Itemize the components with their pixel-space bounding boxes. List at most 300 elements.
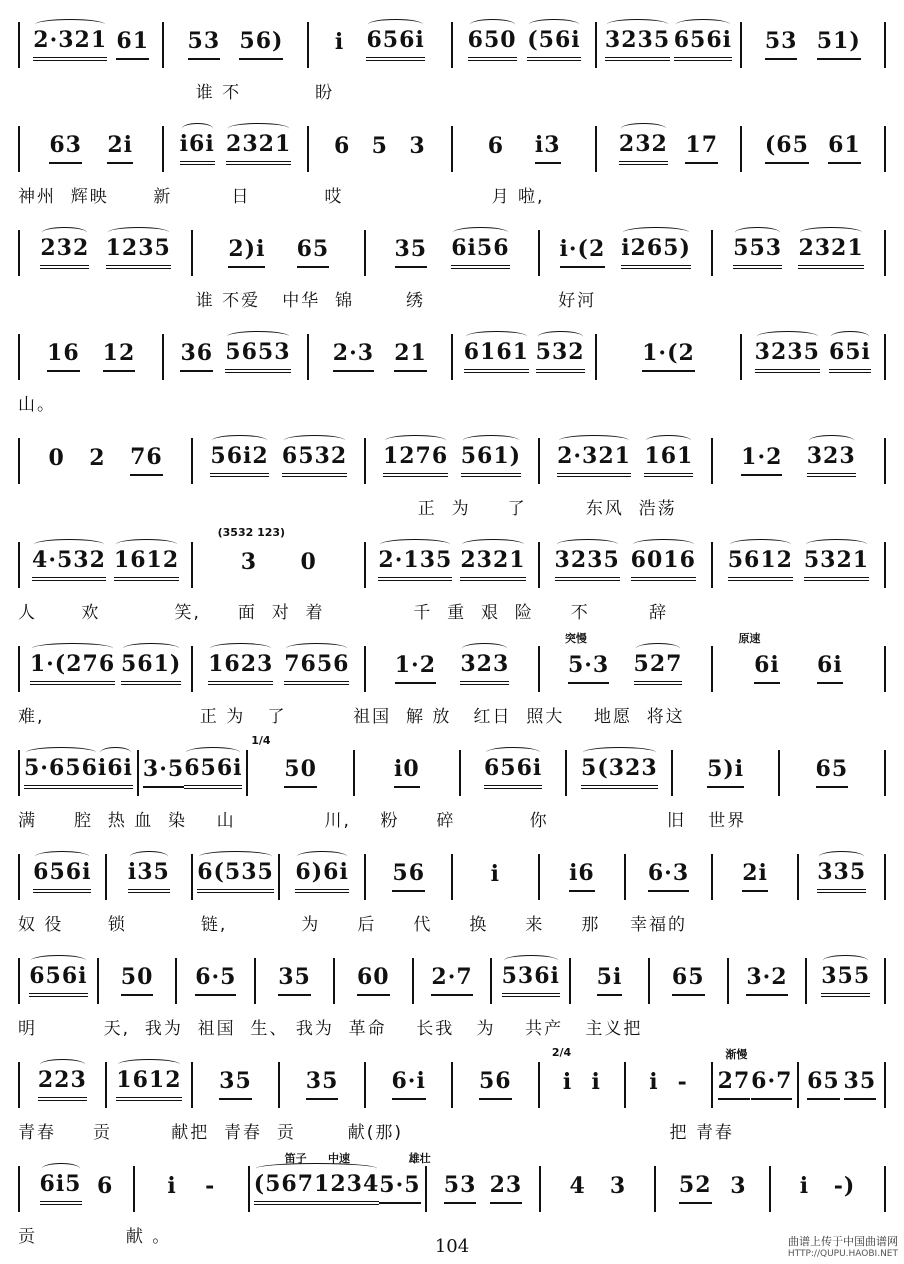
note-group: 56 <box>392 862 425 892</box>
note-group: 3·2 <box>746 966 787 996</box>
slur-mark <box>32 643 113 654</box>
note-group: 1612 <box>116 1069 181 1101</box>
slur-mark <box>730 539 791 550</box>
slur-mark <box>800 227 861 238</box>
tempo-mark: (3532 123) <box>217 526 286 539</box>
note-group: 53 <box>188 30 221 60</box>
slur-mark <box>35 851 89 862</box>
slur-mark <box>463 435 519 446</box>
measure <box>742 126 884 172</box>
measure <box>164 334 308 380</box>
note-group: i <box>334 29 345 55</box>
measure <box>193 1062 280 1108</box>
measure <box>20 230 193 276</box>
note-group: 355 <box>821 965 870 997</box>
slur-mark <box>34 539 104 550</box>
tempo-mark: 笛子 <box>284 1152 307 1165</box>
note-group: 65 <box>816 758 849 788</box>
note-group: 35 <box>306 1070 339 1100</box>
note-group: 6·3 <box>648 862 689 892</box>
slur-mark <box>368 19 422 30</box>
note-group: 6532 <box>282 445 347 477</box>
note-group: 3 <box>609 1173 627 1199</box>
note-group: 2i <box>107 134 133 164</box>
watermark-line2: HTTP://QUPU.HAOBI.NET <box>787 1248 898 1259</box>
measure <box>541 1166 656 1212</box>
note-group: 0 <box>48 445 65 471</box>
note-group: 6i <box>754 654 780 684</box>
note-group: 56i2 <box>210 445 268 477</box>
measure <box>540 438 713 484</box>
lyrics-line: 山。 <box>18 395 56 415</box>
note-group: (5671234 <box>254 1173 380 1205</box>
lyrics-line: 难, 正 为 了 祖国 解 放 红日 照大 地愿 将这 <box>18 707 685 727</box>
note-group: 6 <box>97 1173 114 1199</box>
measure <box>193 542 366 588</box>
note-group: 1235 <box>106 237 171 269</box>
note-group: 52 <box>679 1174 712 1204</box>
note-group: i <box>649 1069 659 1095</box>
measure <box>280 1062 367 1108</box>
measure <box>713 542 884 588</box>
lyrics-line: 明 天, 我为 祖国 生、 我为 革命 长我 为 共产 主义把 <box>18 1019 643 1039</box>
slur-mark <box>819 851 864 862</box>
measure <box>20 958 99 1004</box>
note-group: 536i <box>502 965 560 997</box>
notation-line <box>18 750 886 796</box>
note-group: 6(535 <box>197 861 274 893</box>
measure <box>453 126 597 172</box>
note-group: 2·135 <box>378 549 452 581</box>
lyrics-line: 神州 辉映 新 日 哎 月 啦, <box>18 187 545 207</box>
note-group: 1·2 <box>741 446 782 476</box>
slur-mark <box>116 539 177 550</box>
measure <box>20 22 164 68</box>
measure <box>193 230 366 276</box>
measure <box>335 958 414 1004</box>
slur-mark <box>462 539 523 550</box>
measure <box>807 958 884 1004</box>
slur-mark <box>286 643 347 654</box>
measure <box>135 1166 250 1212</box>
note-group: 6 <box>487 133 505 159</box>
note-group: 51) <box>817 30 861 60</box>
slur-mark <box>118 1059 179 1070</box>
measure <box>427 1166 542 1212</box>
note-group: 2321 <box>226 133 291 165</box>
tempo-mark: 2/4 <box>551 1046 572 1059</box>
notation-line <box>18 1166 886 1212</box>
note-group: - <box>205 1173 216 1199</box>
note-group: i3 <box>535 134 561 164</box>
measure <box>650 958 729 1004</box>
measure <box>107 1062 194 1108</box>
slur-mark <box>529 19 578 30</box>
note-group: i35 <box>128 861 170 893</box>
slur-mark <box>633 539 694 550</box>
note-group: 35 <box>219 1070 252 1100</box>
notation-line <box>18 958 886 1004</box>
note-group: 223 <box>38 1069 87 1101</box>
measure <box>20 126 164 172</box>
note-group: i0 <box>394 758 420 788</box>
note-group: 650 <box>468 29 517 61</box>
note-group: 12 <box>103 342 136 372</box>
measure <box>713 854 800 900</box>
note-group: 63 <box>49 134 82 164</box>
note-group: 553 <box>733 237 782 269</box>
note-group: 36 <box>180 342 213 372</box>
measure <box>20 854 107 900</box>
measure <box>742 22 884 68</box>
note-group: 50 <box>121 966 154 996</box>
measure <box>250 1166 427 1212</box>
tempo-mark: 突慢 <box>564 632 587 645</box>
measure <box>20 646 193 692</box>
note-group: 76 <box>130 446 163 476</box>
note-group: i <box>562 1069 573 1095</box>
measure <box>20 1166 135 1212</box>
slur-mark <box>806 539 867 550</box>
measure <box>742 334 884 380</box>
measure <box>453 334 597 380</box>
note-group: 6i56 <box>451 237 509 269</box>
note-group: i6i <box>180 133 215 165</box>
measure <box>673 750 779 796</box>
slur-mark <box>210 643 271 654</box>
note-group: 3 <box>730 1173 747 1199</box>
lyrics-line: 贡 献 。 <box>18 1227 172 1247</box>
measure <box>177 958 256 1004</box>
measure <box>193 646 366 692</box>
note-group: 6·7 <box>751 1070 792 1100</box>
note-group: 335 <box>817 861 866 893</box>
lyrics-line: 谁 不爱 中华 锦 绣 好河 <box>18 291 597 311</box>
note-group: 6)6i <box>295 861 348 893</box>
note-group: 3 <box>240 549 258 575</box>
measure <box>571 958 650 1004</box>
note-group: 5(323 <box>581 757 658 789</box>
note-group: i6 <box>569 862 595 892</box>
measure <box>799 854 884 900</box>
measure <box>713 1062 800 1108</box>
slur-mark <box>453 227 507 238</box>
notation-line <box>18 126 886 172</box>
note-group: 1276 <box>383 445 448 477</box>
measure <box>597 126 741 172</box>
slur-mark <box>470 19 515 30</box>
slur-mark <box>757 331 818 342</box>
lyrics-line: 人 欢 笑, 面 对 着 千 重 艰 险 不 辞 <box>18 603 669 623</box>
note-group: 323 <box>807 445 856 477</box>
slur-mark <box>228 123 289 134</box>
notation-line <box>18 334 886 380</box>
slur-mark <box>42 1163 80 1174</box>
note-group: 53 <box>765 30 798 60</box>
note-group: 0 <box>300 549 317 575</box>
note-group: 6161 <box>464 341 529 373</box>
notation-line <box>18 646 886 692</box>
measure <box>366 438 539 484</box>
measure <box>626 854 713 900</box>
slur-mark <box>284 435 345 446</box>
note-group: 161 <box>644 445 693 477</box>
tempo-mark: 中速 <box>328 1152 350 1165</box>
note-group: 656i <box>29 965 87 997</box>
note-group: 5 <box>371 133 388 159</box>
note-group: 2·321 <box>557 445 631 477</box>
measure <box>164 126 308 172</box>
measure <box>713 438 884 484</box>
measure <box>309 126 453 172</box>
slur-mark <box>823 955 868 966</box>
note-group: 65 <box>807 1070 840 1100</box>
note-group: i6i <box>98 757 133 789</box>
slur-mark <box>621 123 666 134</box>
slur-mark <box>809 435 854 446</box>
measure <box>309 334 453 380</box>
slur-mark <box>26 747 96 758</box>
measure <box>20 750 139 796</box>
note-group: 4 <box>569 1173 586 1199</box>
notation-line <box>18 854 886 900</box>
measure <box>567 750 673 796</box>
measure <box>20 334 164 380</box>
measure <box>280 854 367 900</box>
note-group: 65 <box>672 966 705 996</box>
measure <box>139 750 249 796</box>
slur-mark <box>35 19 105 30</box>
note-group: 7656 <box>284 653 349 685</box>
slur-mark <box>623 227 689 238</box>
note-group: 6i <box>817 654 843 684</box>
measure <box>366 542 539 588</box>
note-group: i <box>591 1069 601 1095</box>
note-group: 527 <box>634 653 683 685</box>
slur-mark <box>100 747 131 758</box>
measure <box>453 854 540 900</box>
note-group: 2·321 <box>33 29 107 61</box>
note-group: 21 <box>394 342 427 372</box>
note-group: 1·2 <box>395 654 436 684</box>
measure <box>713 646 884 692</box>
measure <box>540 230 713 276</box>
note-group: i265) <box>621 237 691 269</box>
slur-mark <box>123 643 179 654</box>
note-group: 5i <box>597 966 623 996</box>
slur-mark <box>831 331 869 342</box>
measure <box>540 854 627 900</box>
note-group: 17 <box>685 134 718 164</box>
measure <box>453 1062 540 1108</box>
note-group: 2·3 <box>333 342 374 372</box>
note-group: 656i <box>33 861 91 893</box>
note-group: 2 <box>89 445 106 471</box>
slur-mark <box>40 1059 85 1070</box>
measure <box>309 22 453 68</box>
note-group: 5321 <box>804 549 869 581</box>
tempo-mark: 渐慢 <box>725 1048 748 1061</box>
note-group: 532 <box>536 341 585 373</box>
lyrics-line: 奴 役 锁 链, 为 后 代 换 来 那 幸福的 <box>18 915 688 935</box>
measure <box>729 958 808 1004</box>
lyrics-line: 谁 不 盼 <box>18 83 335 103</box>
notation-line <box>18 22 886 68</box>
note-group: i·(2 <box>560 238 606 268</box>
slur-mark <box>385 435 446 446</box>
slur-mark <box>186 747 240 758</box>
slur-mark <box>212 435 266 446</box>
slur-mark <box>538 331 583 342</box>
note-group: 5653 <box>225 341 290 373</box>
measure <box>193 438 366 484</box>
measure <box>20 1062 107 1108</box>
note-group: 16 <box>47 342 80 372</box>
lyrics-line: 满 腔 热 血 染 山 川, 粉 碎 你 旧 世界 <box>18 811 747 831</box>
note-group: 2321 <box>460 549 525 581</box>
note-group: i <box>799 1173 810 1199</box>
measure <box>248 750 354 796</box>
note-group: 6i5 <box>40 1173 82 1205</box>
measure <box>799 1062 884 1108</box>
measure <box>193 854 280 900</box>
notation-line <box>18 230 886 276</box>
measure <box>414 958 493 1004</box>
notation-line <box>18 438 886 484</box>
tempo-mark: 雄壮 <box>408 1152 431 1165</box>
note-group: 5·5 <box>379 1174 420 1204</box>
measure <box>540 542 713 588</box>
notation-line <box>18 542 886 588</box>
measure <box>597 334 741 380</box>
note-group: 5612 <box>728 549 793 581</box>
note-group: - <box>677 1069 688 1095</box>
measure <box>461 750 567 796</box>
note-group: 5·3 <box>568 654 609 684</box>
note-group: 6016 <box>631 549 696 581</box>
slur-mark <box>676 19 730 30</box>
note-group: 656i <box>674 29 732 61</box>
slur-mark <box>504 955 558 966</box>
note-group: (65 <box>765 134 809 164</box>
note-group: 65i <box>829 341 871 373</box>
note-group: 2321 <box>798 237 863 269</box>
note-group: 35 <box>278 966 311 996</box>
tempo-mark: 1/4 <box>251 734 271 747</box>
measure <box>355 750 461 796</box>
slur-mark <box>583 747 656 758</box>
measure <box>771 1166 884 1212</box>
slur-mark <box>199 851 272 862</box>
note-group: 1623 <box>208 653 273 685</box>
note-group: 232 <box>619 133 668 165</box>
measure <box>713 230 884 276</box>
slur-mark <box>182 123 213 134</box>
slur-mark <box>607 19 668 30</box>
note-group: 656i <box>366 29 424 61</box>
slur-mark <box>466 331 527 342</box>
measure <box>164 22 308 68</box>
note-group: 561) <box>121 653 181 685</box>
tempo-mark: 原速 <box>738 632 761 645</box>
page-number: 104 <box>434 1236 470 1257</box>
note-group: 61 <box>116 30 149 60</box>
measure <box>540 646 713 692</box>
measure <box>99 958 178 1004</box>
note-group: 56 <box>479 1070 512 1100</box>
slur-mark <box>462 643 507 654</box>
note-group: 6·i <box>392 1070 426 1100</box>
measure <box>656 1166 771 1212</box>
measure <box>453 22 597 68</box>
note-group: (56i <box>527 29 580 61</box>
slur-mark <box>130 851 168 862</box>
lyrics-line: 青春 贡 献把 青春 贡 献(那) 把 青春 <box>18 1123 734 1143</box>
note-group: 1612 <box>114 549 179 581</box>
watermark <box>788 1235 898 1260</box>
slur-mark <box>636 643 681 654</box>
note-group: 2·7 <box>431 966 472 996</box>
measure <box>492 958 571 1004</box>
note-group: 1·(276 <box>30 653 115 685</box>
slur-mark <box>735 227 780 238</box>
slur-mark <box>42 227 87 238</box>
note-group: 61 <box>828 134 861 164</box>
measure <box>366 646 539 692</box>
measure <box>107 854 194 900</box>
slur-mark <box>559 435 629 446</box>
measure <box>256 958 335 1004</box>
slur-mark <box>486 747 540 758</box>
slur-mark <box>646 435 691 446</box>
slur-mark <box>557 539 618 550</box>
note-group: 3 <box>409 133 426 159</box>
note-group: 5·656 <box>24 757 98 789</box>
measure <box>780 750 884 796</box>
note-group: 27 <box>718 1070 751 1100</box>
note-group: 656i <box>184 757 242 789</box>
note-group: 2)i <box>228 238 265 268</box>
note-group: 35 <box>844 1070 877 1100</box>
note-group: 3235 <box>555 549 620 581</box>
note-group: 323 <box>460 653 509 685</box>
note-group: -) <box>833 1173 856 1199</box>
note-group: 4·532 <box>32 549 106 581</box>
note-group: 3235 <box>755 341 820 373</box>
note-group: 60 <box>357 966 390 996</box>
slur-mark <box>297 851 346 862</box>
note-group: 5)i <box>707 758 744 788</box>
note-group: 35 <box>395 238 428 268</box>
note-group: 656i <box>484 757 542 789</box>
notation-line <box>18 1062 886 1108</box>
slur-mark <box>256 1163 378 1174</box>
note-group: i <box>167 1173 177 1199</box>
measure <box>540 1062 627 1108</box>
note-group: 6 <box>334 133 351 159</box>
note-group: 50 <box>284 758 317 788</box>
note-group: 65 <box>297 238 330 268</box>
note-group: 56) <box>239 30 283 60</box>
slur-mark <box>31 955 85 966</box>
note-group: i <box>490 861 500 887</box>
note-group: 1·(2 <box>642 342 695 372</box>
note-group: 53 <box>444 1174 477 1204</box>
note-group: 6·5 <box>195 966 236 996</box>
slur-mark <box>380 539 450 550</box>
measure <box>366 230 539 276</box>
note-group: 2i <box>742 862 768 892</box>
